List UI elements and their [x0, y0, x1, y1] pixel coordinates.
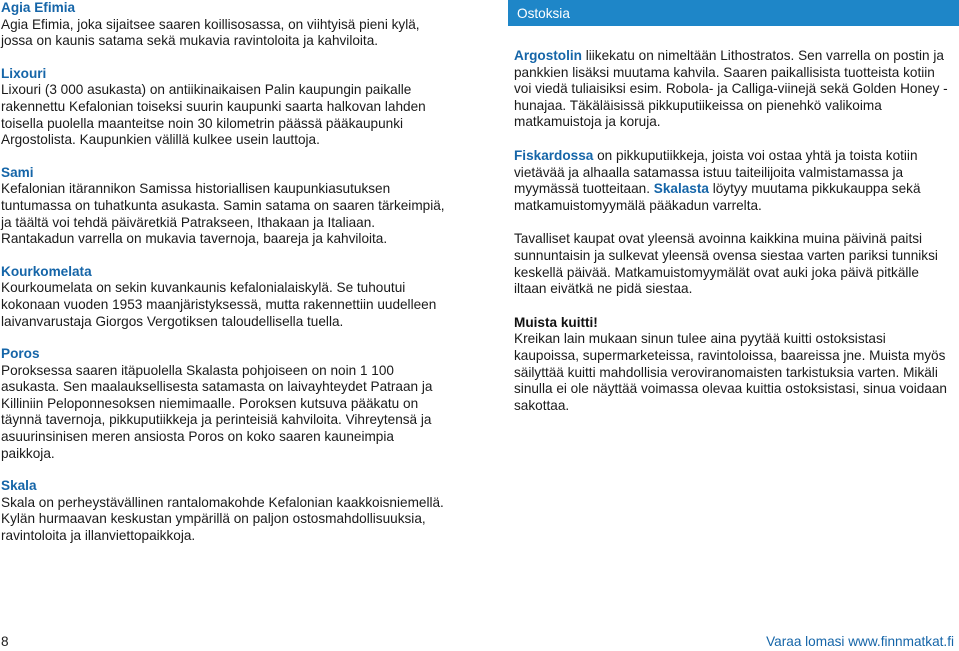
section-text: Skala on perheystävällinen rantalomakohde Kefalonian kaakkoisniemellä. Kylän hurmaavan keskustan ympärillä on paljon ostosmahdollisuuksia, ravintoloita ja illanviettopaikkoja. — [1, 494, 444, 544]
paragraph-text: on pikkuputiikkeja, joista voi ostaa yhtä ja toista kotiin vietävää ja alhaalla satamassa istuu taiteilijoita valmistamassa ja myymässä tuotteitaan. — [514, 147, 918, 197]
section-sami — [1, 165, 446, 248]
section-text: Lixouri (3 000 asukasta) on antiikinaikaisen Palin kaupungin paikalle rakennettu Kefalonian toiseksi suurin kaupunki saarta halkovan lahden toisella puolella maanteitse noin 30 kilometrin päässä pääkaupunki Argostolista. Kaupunkien välillä kulkee usein lauttoja. — [1, 82, 426, 148]
section-text: Kourkoumelata on sekin kuvankaunis kefalonialaiskylä. Se tuhoutui kokonaan vuoden 1953 maanjäristyksessä, mutta rakennettiin uudelleen laivanvarustaja Giorgos Vergotiksen taloudellisella tuella. — [1, 280, 437, 329]
footer-link[interactable]: Varaa lomasi www.finnmatkat.fi — [766, 634, 954, 649]
section-skala — [1, 478, 446, 544]
page-number: 8 — [1, 634, 9, 649]
section-title: Lixouri — [1, 65, 47, 81]
place-name: Argostolin — [514, 48, 582, 63]
section-title: Poros — [1, 346, 40, 362]
section-agia-efimia — [1, 0, 446, 50]
place-name: Fiskardossa — [514, 147, 594, 163]
section-title: Skala — [1, 478, 37, 494]
section-kourkomelata — [1, 264, 446, 330]
paragraph-receipt — [514, 315, 954, 415]
paragraph-text: löytyy muutama pikkukauppa sekä matkamuistomyymälä pääkadun varrelta. — [514, 181, 921, 213]
paragraph-text: liikekatu on nimeltään Lithostratos. Sen varrella on postin ja pankkien lisäksi muutama kahvila. Saaren paikallisista tuotteista kotiin voi viedä tuliaisiksi esim. Robola- ja Calliga-viinejä sekä Golden Honey -hunajaa. Täkäläisissä pikkuputiikeissa on pienehkö valikoima matkamuistoja ja koruja. — [514, 48, 948, 130]
receipt-title: Muista kuitti! — [514, 314, 598, 330]
left-column — [1, 0, 446, 561]
shopping-header: Ostoksia — [517, 6, 570, 21]
section-text: Agia Efimia, joka sijaitsee saaren koillisosassa, on viihtyisä pieni kylä, jossa on kaunis satama sekä mukavia ravintoloita ja kahviloita. — [1, 16, 420, 49]
section-title: Sami — [1, 164, 34, 180]
place-name: Skalasta — [653, 181, 709, 197]
paragraph-fiskardo — [514, 148, 954, 214]
paragraph-opening-hours: Tavalliset kaupat ovat yleensä avoinna kaikkina muina päivinä paitsi sunnuntaisin ja sulkevat yleensä ovensa siestaa varten pariksi tunniksi keskellä päivää. Matkamuistomyymälät ovat auki joka päivä pitkälle iltaan eivätkä ne pidä siestaa. — [514, 231, 938, 297]
section-text: Poroksessa saaren itäpuolella Skalasta pohjoiseen on noin 1 100 asukasta. Sen maalauksellisesta satamasta on laivayhteydet Patraan ja Killiniin Peloponnesoksen niemimaalle. Poroksen kutsuva pääkatu on täynnä tavernoja, pikkuputiikkeja ja perinteisiä kahviloita. Vihreytensä ja asuurinsinisen meren ansiosta Poros on koko saaren kauneimpia paikkoja. — [1, 362, 433, 461]
section-lixouri — [1, 66, 446, 149]
paragraph-text: Kreikan lain mukaan sinun tulee aina pyytää kuitti ostoksistasi kaupoissa, supermarketeissa, ravintoloissa, baareissa jne. Muista myös säilyttää kuitti mahdollisia veroviranomaisten tarkistuksia varten. Mikäli sinulla ei ole näyttää voimassa olevaa kuittia ostoksistasi, sinua voidaan sakottaa. — [514, 331, 947, 413]
section-title: Agia Efimia — [1, 0, 76, 15]
paragraph-argostoli — [514, 48, 954, 131]
shopping-header-band — [508, 0, 959, 26]
section-text: Kefalonian itärannikon Samissa historiallisen kaupunkiasutuksen tuntumassa on tuhatkunta asukasta. Samin satama on saaren tärkeimpiä, ja täältä voi tehdä päiväretkiä Patrakseen, Ithakaan ja Italiaan. Rantakadun varrella on mukavia tavernoja, baareja ja kahviloita. — [1, 181, 445, 247]
right-column — [514, 48, 954, 431]
section-poros — [1, 346, 446, 462]
section-title: Kourkomelata — [1, 263, 92, 279]
